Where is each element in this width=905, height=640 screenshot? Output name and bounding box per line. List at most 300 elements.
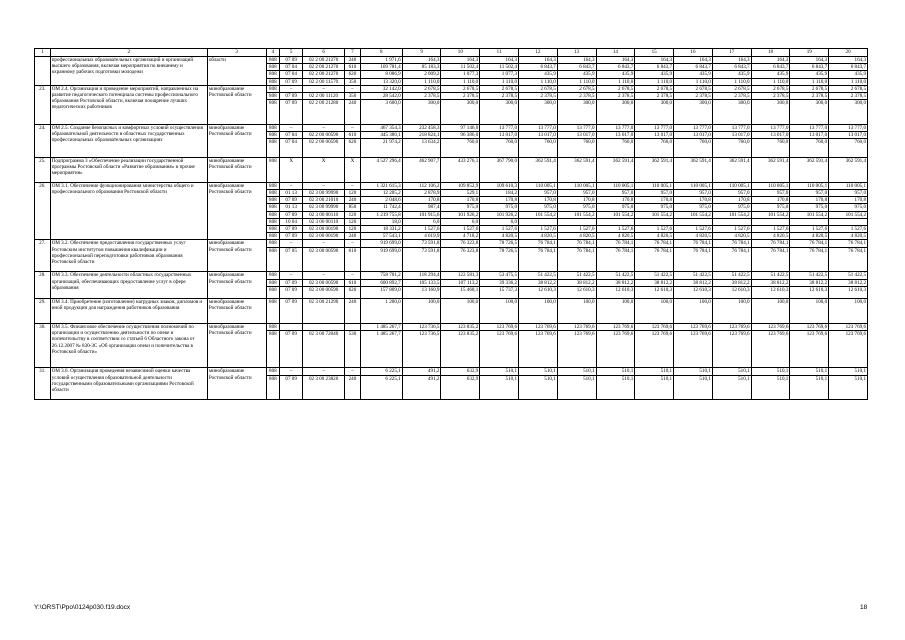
- amount-cell: 28 542,0: [360, 93, 402, 100]
- amount-cell: 975,0: [712, 204, 751, 211]
- amount-cell: 6 843,7: [674, 64, 713, 71]
- amount-cell: 110 005,1: [635, 182, 674, 189]
- column-number: 1: [35, 49, 51, 57]
- amount-cell: 2 678,5: [751, 85, 790, 92]
- amount-cell: 4 820,5: [480, 233, 519, 240]
- amount-cell: 1 110,0: [402, 78, 441, 85]
- amount-cell: 57 543,1: [360, 233, 402, 240]
- program-name-cell: ОМ 2.5. Создание безопасных и комфортных условий осуществления образовательной деятельности в областных государственных профессиональных образовательных организациях: [50, 125, 207, 158]
- budget-code-cell: 02 3 00 23820: [303, 375, 345, 400]
- amount-cell: 957,0: [674, 190, 713, 197]
- amount-cell: 632,9: [441, 375, 480, 400]
- amount-cell: 76 784,1: [635, 247, 674, 272]
- amount-cell: 6,0: [441, 218, 480, 225]
- amount-cell: 13 017,0: [480, 132, 519, 139]
- amount-cell: 433 276,1: [441, 158, 480, 183]
- amount-cell: 975,0: [635, 204, 674, 211]
- budget-code-cell: 07 04: [280, 64, 303, 71]
- amount-cell: 6 843,7: [635, 64, 674, 71]
- amount-cell: 2 378,5: [829, 93, 868, 100]
- amount-cell: 13 777,0: [790, 125, 829, 132]
- amount-cell: 632,9: [441, 368, 480, 375]
- amount-cell: 101 554,2: [635, 211, 674, 218]
- amount-cell: 1 110,0: [480, 78, 519, 85]
- footer-file-path: Y:\ORST\Ppo\0124p030.f19.docx: [34, 604, 131, 611]
- amount-cell: 76 784,1: [596, 247, 635, 272]
- amount-cell: 101 554,2: [596, 211, 635, 218]
- budget-code-cell: 07 09: [280, 233, 303, 240]
- amount-cell: 123 835,2: [441, 331, 480, 368]
- amount-cell: 51 422,5: [596, 272, 635, 279]
- amount-cell: 4 820,5: [557, 233, 596, 240]
- amount-cell: 38 812,2: [674, 279, 713, 286]
- amount-cell: 362 591,4: [635, 158, 674, 183]
- amount-cell: 760,0: [635, 139, 674, 158]
- amount-cell: 462 907,7: [402, 158, 441, 183]
- amount-cell: 13 777,0: [751, 125, 790, 132]
- executor-cell: минобразование Ростовской области: [207, 85, 266, 124]
- amount-cell: 6 843,7: [751, 64, 790, 71]
- column-number: 18: [751, 49, 790, 57]
- amount-cell: 110 005,1: [674, 182, 713, 189]
- amount-cell: 100,0: [441, 299, 480, 324]
- amount-cell: 76 784,1: [829, 240, 868, 247]
- amount-cell: 12 610,3: [674, 286, 713, 298]
- amount-cell: [829, 218, 868, 225]
- amount-cell: 957,0: [635, 190, 674, 197]
- amount-cell: 164,3: [790, 57, 829, 64]
- table-row: [35, 158, 868, 183]
- budget-code-cell: 808: [266, 100, 280, 125]
- amount-cell: 38 812,2: [635, 279, 674, 286]
- amount-cell: 510,1: [790, 368, 829, 375]
- amount-cell: 362 591,4: [829, 158, 868, 183]
- amount-cell: 510,1: [674, 375, 713, 400]
- budget-code-cell: 01 13: [280, 204, 303, 211]
- column-number: 15: [635, 49, 674, 57]
- budget-code-cell: 07 09: [280, 100, 303, 125]
- amount-cell: 123 769,6: [829, 331, 868, 368]
- program-name-cell: ОМ 3.6. Организация проведения независимой оценки качества условий осуществления образовательной деятельности государственными образовательными организациями Ростовской области: [50, 368, 207, 400]
- row-number: [35, 57, 51, 86]
- amount-cell: 975,0: [790, 204, 829, 211]
- amount-cell: 975,0: [557, 204, 596, 211]
- amount-cell: [751, 218, 790, 225]
- program-name-cell: профессиональных образовательных организаций и организаций высшего образования, включая мероприятия по внешнему и охранному рабочих подготовки молодежи: [50, 57, 207, 86]
- column-number-row: [35, 49, 868, 57]
- budget-code-cell: 02 3 00 00590: [303, 286, 345, 298]
- amount-cell: 13 777,0: [596, 125, 635, 132]
- table-row: [35, 299, 868, 324]
- budget-code-cell: 530: [345, 331, 361, 368]
- amount-cell: 164,3: [557, 57, 596, 64]
- budget-code-cell: 02 3 00 72040: [303, 331, 345, 368]
- amount-cell: 170,8: [751, 197, 790, 204]
- amount-cell: 1 077,3: [480, 71, 519, 78]
- amount-cell: 362 591,4: [557, 158, 596, 183]
- budget-code-cell: 240: [345, 299, 361, 324]
- amount-cell: 170,8: [712, 197, 751, 204]
- budget-code-cell: 610: [345, 132, 361, 139]
- amount-cell: 2 878,9: [402, 190, 441, 197]
- amount-cell: 13 777,0: [557, 125, 596, 132]
- budget-code-cell: 808: [266, 286, 280, 298]
- amount-cell: 600 892,7: [360, 279, 402, 286]
- amount-cell: 101 554,2: [751, 211, 790, 218]
- amount-cell: 184,2: [480, 190, 519, 197]
- amount-cell: 367 790,0: [480, 158, 519, 183]
- amount-cell: 100,0: [596, 299, 635, 324]
- amount-cell: 12 610,3: [519, 286, 558, 298]
- amount-cell: 510,1: [596, 368, 635, 375]
- amount-cell: 1 110,0: [674, 78, 713, 85]
- budget-code-cell: 01 13: [280, 190, 303, 197]
- amount-cell: 760,0: [557, 139, 596, 158]
- amount-cell: 76 323,8: [441, 240, 480, 247]
- amount-cell: 362 591,4: [790, 158, 829, 183]
- amount-cell: 1 527,6: [519, 226, 558, 233]
- budget-code-cell: 07 09: [280, 211, 303, 218]
- amount-cell: 1 527,6: [790, 226, 829, 233]
- budget-code-cell: 808: [266, 190, 280, 197]
- budget-code-cell: 07 09: [280, 226, 303, 233]
- amount-cell: 435,9: [751, 71, 790, 78]
- amount-cell: 164,3: [712, 57, 751, 64]
- budget-code-cell: 07 09: [280, 57, 303, 64]
- amount-cell: 2 678,5: [635, 85, 674, 92]
- budget-code-cell: –: [303, 182, 345, 189]
- amount-cell: 15 468,1: [441, 286, 480, 298]
- amount-cell: 11 502,4: [441, 64, 480, 71]
- budget-code-cell: 02 3 00 00190: [303, 226, 345, 233]
- amount-cell: 300,0: [674, 100, 713, 125]
- amount-cell: 13 320,0: [360, 78, 402, 85]
- amount-cell: 101 926,2: [480, 211, 519, 218]
- amount-cell: 101 554,2: [674, 211, 713, 218]
- amount-cell: 123 769,6: [596, 324, 635, 331]
- budget-code-cell: 02 2 00 11570: [303, 78, 345, 85]
- amount-cell: 510,1: [751, 375, 790, 400]
- amount-cell: 76 323,8: [441, 247, 480, 272]
- amount-cell: 76 784,1: [790, 247, 829, 272]
- executor-cell: области: [207, 57, 266, 86]
- budget-code-cell: 07 09: [280, 286, 303, 298]
- amount-cell: 18 331,2: [360, 226, 402, 233]
- amount-cell: 170,8: [441, 197, 480, 204]
- column-number: 7: [345, 49, 361, 57]
- budget-code-cell: –: [345, 125, 361, 132]
- amount-cell: 2 009,2: [402, 71, 441, 78]
- budget-code-cell: 808: [266, 125, 280, 132]
- executor-cell: минобразование Ростовской области: [207, 158, 266, 183]
- budget-code-cell: 808: [266, 71, 280, 78]
- executor-cell: минобразование Ростовской области: [207, 182, 266, 240]
- amount-cell: 919 699,0: [360, 240, 402, 247]
- amount-cell: 957,0: [712, 190, 751, 197]
- amount-cell: 957,0: [751, 190, 790, 197]
- row-number: 24.: [35, 125, 51, 158]
- budget-code-cell: 07 09: [280, 299, 303, 324]
- amount-cell: 362 591,4: [751, 158, 790, 183]
- amount-cell: 1 110,0: [635, 78, 674, 85]
- amount-cell: 78 726,5: [480, 247, 519, 272]
- amount-cell: 13 777,0: [480, 125, 519, 132]
- amount-cell: 100,0: [519, 299, 558, 324]
- amount-cell: 107 113,2: [441, 279, 480, 286]
- amount-cell: 975,0: [751, 204, 790, 211]
- amount-cell: 109 852,9: [441, 182, 480, 189]
- budget-code-cell: Х: [280, 158, 303, 183]
- amount-cell: 73 591,8: [402, 240, 441, 247]
- table-row: [35, 368, 868, 375]
- amount-cell: 467 354,3: [360, 125, 402, 132]
- amount-cell: 975,0: [674, 204, 713, 211]
- table-row: [35, 57, 868, 64]
- amount-cell: 164,3: [480, 57, 519, 64]
- amount-cell: 491,2: [402, 375, 441, 400]
- amount-cell: 510,1: [829, 368, 868, 375]
- amount-cell: 13 777,0: [519, 125, 558, 132]
- amount-cell: 1 077,3: [441, 71, 480, 78]
- column-number: 12: [519, 49, 558, 57]
- budget-code-cell: 02 3 00 99990: [303, 190, 345, 197]
- amount-cell: 510,1: [790, 375, 829, 400]
- amount-cell: 123 769,6: [480, 331, 519, 368]
- amount-cell: 13 017,0: [751, 132, 790, 139]
- amount-cell: 510,1: [674, 368, 713, 375]
- budget-code-cell: 02 3 00 00590: [303, 247, 345, 272]
- budget-code-cell: 808: [266, 64, 280, 71]
- amount-cell: 76 784,1: [751, 240, 790, 247]
- amount-cell: 12 610,3: [557, 286, 596, 298]
- amount-cell: 2 678,5: [790, 85, 829, 92]
- amount-cell: 76 784,1: [790, 240, 829, 247]
- amount-cell: 435,9: [790, 71, 829, 78]
- amount-cell: 123 769,6: [635, 331, 674, 368]
- amount-cell: 13 017,0: [712, 132, 751, 139]
- amount-cell: 39 336,2: [480, 279, 519, 286]
- amount-cell: 110 005,1: [829, 182, 868, 189]
- amount-cell: 1 110,0: [557, 78, 596, 85]
- budget-code-cell: 240: [345, 100, 361, 125]
- amount-cell: 123 835,2: [441, 324, 480, 331]
- amount-cell: 53 475,5: [480, 272, 519, 279]
- amount-cell: 1 527,6: [596, 226, 635, 233]
- amount-cell: 51 422,5: [712, 272, 751, 279]
- budget-code-cell: –: [345, 85, 361, 92]
- amount-cell: 13 160,9: [402, 286, 441, 298]
- budget-code-cell: 240: [345, 197, 361, 204]
- budget-code-cell: 07 09: [280, 93, 303, 100]
- amount-cell: 760,0: [441, 139, 480, 158]
- executor-cell: минобразование Ростовской области: [207, 324, 266, 368]
- amount-cell: 2 678,5: [712, 85, 751, 92]
- budget-code-cell: 610: [345, 64, 361, 71]
- amount-cell: 1 485 267,7: [360, 324, 402, 331]
- amount-cell: 164,3: [402, 57, 441, 64]
- amount-cell: 12 610,3: [712, 286, 751, 298]
- amount-cell: 109 610,3: [480, 182, 519, 189]
- budget-table: [34, 48, 868, 400]
- amount-cell: 6 843,7: [829, 64, 868, 71]
- amount-cell: 110 005,1: [751, 182, 790, 189]
- amount-cell: 100,0: [674, 299, 713, 324]
- column-number: 10: [441, 49, 480, 57]
- program-name-cell: Подпрограмма 3 «Обеспечение реализации государственной программы Ростовской области «Развитие образования» и прочие мероприятия»: [50, 158, 207, 183]
- amount-cell: 957,0: [790, 190, 829, 197]
- amount-cell: 2 678,5: [557, 85, 596, 92]
- budget-code-cell: 620: [345, 286, 361, 298]
- amount-cell: 4 820,5: [596, 233, 635, 240]
- amount-cell: 300,0: [596, 100, 635, 125]
- amount-cell: 32 142,0: [360, 85, 402, 92]
- row-number: 28.: [35, 272, 51, 299]
- amount-cell: [519, 218, 558, 225]
- amount-cell: 975,0: [519, 204, 558, 211]
- amount-cell: 13 017,0: [635, 132, 674, 139]
- amount-cell: 1 485 267,7: [360, 331, 402, 368]
- amount-cell: 110 005,1: [790, 182, 829, 189]
- budget-code-cell: 02 2 00 21270: [303, 57, 345, 64]
- budget-code-cell: 02 3 00 21290: [303, 299, 345, 324]
- amount-cell: 1 527,6: [751, 226, 790, 233]
- program-name-cell: ОМ 3.4. Приобретение (изготовление) нагрудных знаков, дипломов и иной продукции для награждения работников образования: [50, 299, 207, 324]
- amount-cell: 1 527,6: [635, 226, 674, 233]
- program-name-cell: ОМ 3.2. Обеспечение предоставления государственных услуг Ростовским институтом повышения квалификации и профессиональной переподготовки работников образования Ростовской области: [50, 240, 207, 272]
- amount-cell: 110 005,1: [519, 182, 558, 189]
- amount-cell: 362 591,4: [596, 158, 635, 183]
- amount-cell: 510,1: [480, 375, 519, 400]
- amount-cell: 101 915,6: [402, 211, 441, 218]
- table-row: [35, 324, 868, 331]
- amount-cell: 760,0: [829, 139, 868, 158]
- amount-cell: 123 769,6: [674, 331, 713, 368]
- amount-cell: 2 378,5: [635, 93, 674, 100]
- budget-code-cell: 808: [266, 197, 280, 204]
- amount-cell: 300,0: [519, 100, 558, 125]
- amount-cell: 2 378,5: [519, 93, 558, 100]
- budget-code-cell: 808: [266, 204, 280, 211]
- amount-cell: 51 422,5: [635, 272, 674, 279]
- amount-cell: 51 422,5: [519, 272, 558, 279]
- amount-cell: 4 820,5: [751, 233, 790, 240]
- program-name-cell: ОМ 3.5. Финансовое обеспечение осуществления полномочий по организации и осуществлению деятельности по опеке и попечительству в соответствии со статьей 6 Областного закона от 26.12.2007 № 830-ЗС «Об организации опеки и попечительства в Ростовской области»: [50, 324, 207, 368]
- amount-cell: 1 110,0: [519, 78, 558, 85]
- amount-cell: 164,3: [829, 57, 868, 64]
- amount-cell: 76 784,1: [635, 240, 674, 247]
- amount-cell: [635, 218, 674, 225]
- amount-cell: 1 110,0: [829, 78, 868, 85]
- budget-code-cell: 240: [345, 375, 361, 400]
- row-number: 26.: [35, 182, 51, 240]
- program-name-cell: ОМ 2.4. Организация и проведение мероприятий, направленных на развитие педагогического потенциала системы профессионального образования Ростовской области, включая поощрение лучших педагогических работников: [50, 85, 207, 124]
- amount-cell: 38 812,2: [790, 279, 829, 286]
- amount-cell: 300,0: [402, 100, 441, 125]
- amount-cell: 232 458,3: [402, 125, 441, 132]
- amount-cell: 2 378,5: [557, 93, 596, 100]
- budget-code-cell: –: [280, 85, 303, 92]
- amount-cell: 11 742,4: [360, 204, 402, 211]
- budget-code-cell: 07 09: [280, 197, 303, 204]
- budget-code-cell: 350: [345, 78, 361, 85]
- amount-cell: 4 820,5: [712, 233, 751, 240]
- amount-cell: 8 086,9: [360, 71, 402, 78]
- amount-cell: 101 554,2: [712, 211, 751, 218]
- amount-cell: 15 737,3: [480, 286, 519, 298]
- amount-cell: 6 225,1: [360, 375, 402, 400]
- amount-cell: 164,3: [751, 57, 790, 64]
- amount-cell: 164,3: [596, 57, 635, 64]
- amount-cell: 510,1: [519, 375, 558, 400]
- amount-cell: 218 824,1: [402, 132, 441, 139]
- amount-cell: 13 017,0: [596, 132, 635, 139]
- amount-cell: 13 777,0: [635, 125, 674, 132]
- amount-cell: 4 820,5: [829, 233, 868, 240]
- amount-cell: 51 422,5: [790, 272, 829, 279]
- amount-cell: 510,1: [596, 375, 635, 400]
- amount-cell: 76 784,1: [751, 247, 790, 272]
- amount-cell: 76 784,1: [829, 247, 868, 272]
- budget-code-cell: 120: [345, 218, 361, 225]
- column-number: 19: [790, 49, 829, 57]
- budget-code-cell: 808: [266, 57, 280, 64]
- budget-code-cell: 808: [266, 93, 280, 100]
- amount-cell: 123 769,6: [557, 331, 596, 368]
- budget-code-cell: 808: [266, 226, 280, 233]
- column-number: 13: [557, 49, 596, 57]
- amount-cell: 123 769,6: [751, 324, 790, 331]
- budget-code-cell: [303, 324, 345, 331]
- amount-cell: 510,1: [635, 375, 674, 400]
- row-number: 31.: [35, 368, 51, 400]
- amount-cell: 170,8: [557, 197, 596, 204]
- amount-cell: 4 820,5: [519, 233, 558, 240]
- amount-cell: 2 378,5: [402, 93, 441, 100]
- column-number: 20: [829, 49, 868, 57]
- amount-cell: 1 527,6: [712, 226, 751, 233]
- amount-cell: 300,0: [635, 100, 674, 125]
- amount-cell: 51 422,5: [674, 272, 713, 279]
- amount-cell: 13 017,0: [557, 132, 596, 139]
- amount-cell: 300,0: [712, 100, 751, 125]
- amount-cell: 6 843,7: [519, 64, 558, 71]
- amount-cell: 975,0: [829, 204, 868, 211]
- amount-cell: [557, 218, 596, 225]
- amount-cell: [790, 218, 829, 225]
- amount-cell: 362 591,4: [519, 158, 558, 183]
- amount-cell: 362 591,4: [712, 158, 751, 183]
- amount-cell: 38 812,2: [596, 279, 635, 286]
- budget-code-cell: –: [345, 368, 361, 375]
- amount-cell: [596, 218, 635, 225]
- amount-cell: 123 769,6: [790, 324, 829, 331]
- amount-cell: 3 600,0: [360, 100, 402, 125]
- row-number: 25.: [35, 158, 51, 183]
- amount-cell: 2 678,5: [402, 85, 441, 92]
- amount-cell: 123 769,6: [712, 331, 751, 368]
- amount-cell: 164,3: [674, 57, 713, 64]
- budget-code-cell: –: [345, 240, 361, 247]
- amount-cell: 11 502,4: [480, 64, 519, 71]
- budget-code-cell: 240: [345, 57, 361, 64]
- amount-cell: 1 971,6: [360, 57, 402, 64]
- amount-cell: 435,9: [712, 71, 751, 78]
- amount-cell: 164,3: [635, 57, 674, 64]
- amount-cell: 13 017,0: [674, 132, 713, 139]
- amount-cell: 13 017,0: [790, 132, 829, 139]
- budget-code-cell: 07 09: [280, 331, 303, 368]
- amount-cell: 2 048,6: [360, 197, 402, 204]
